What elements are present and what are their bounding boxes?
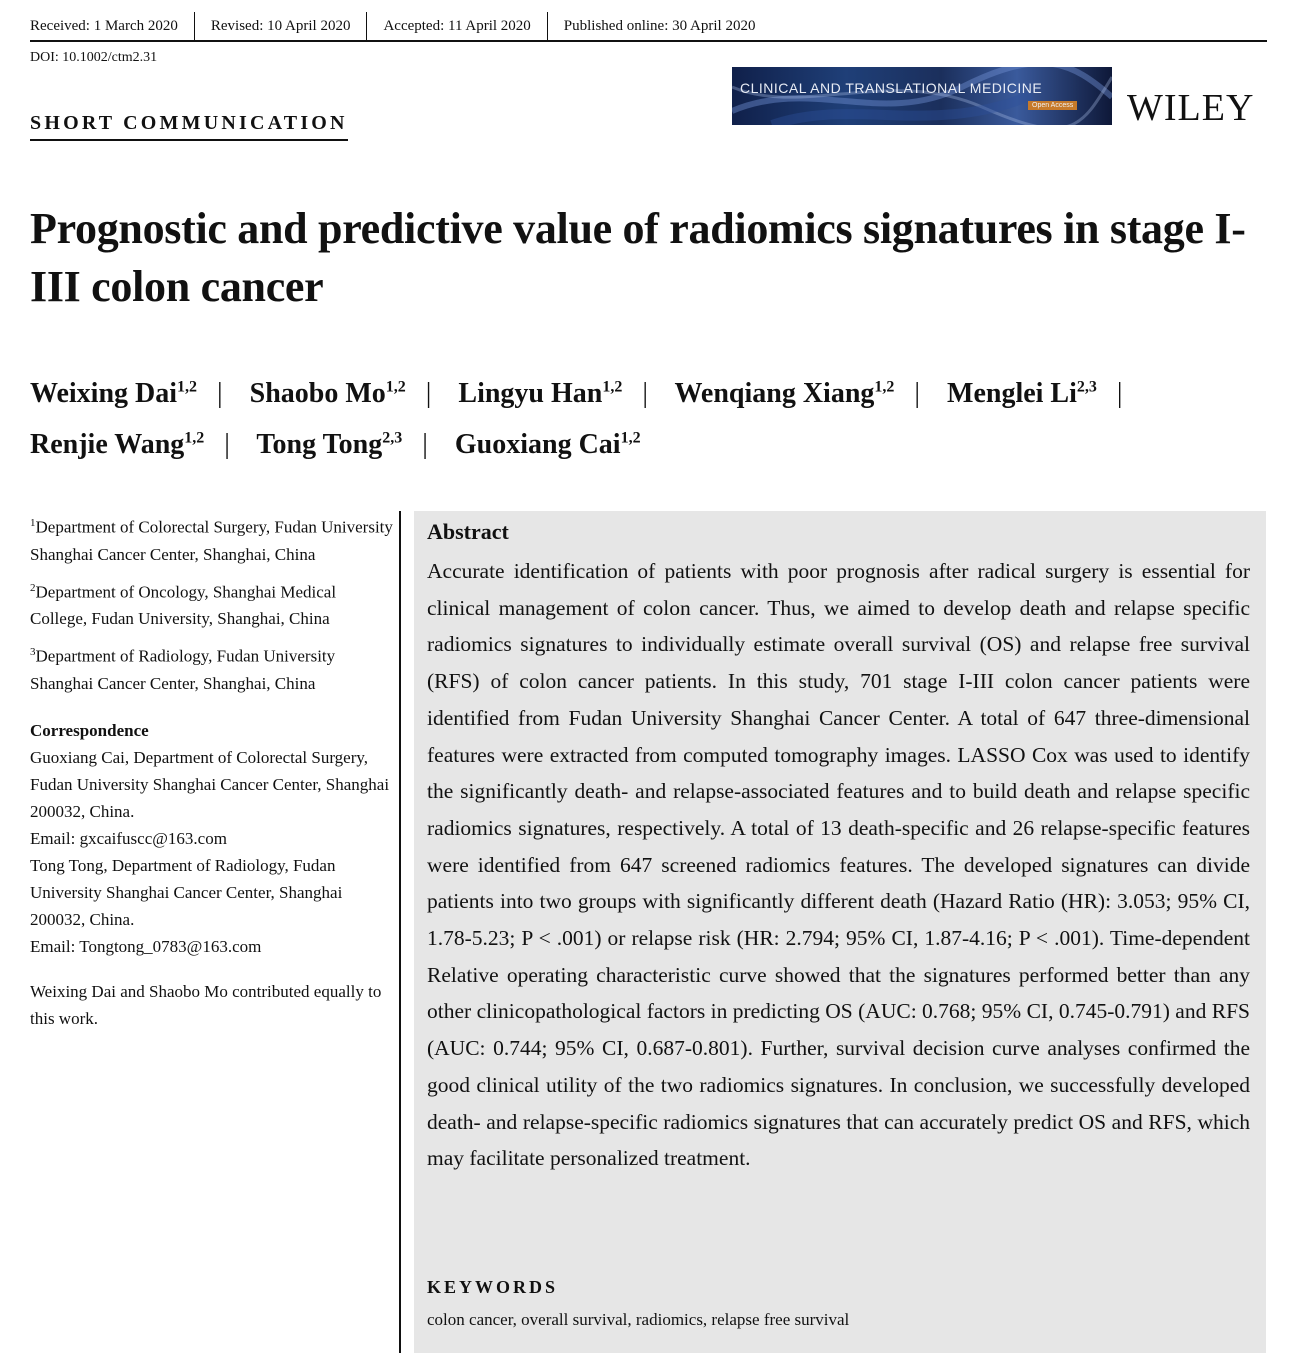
keywords-heading: KEYWORDS — [427, 1277, 559, 1297]
article-title: Prognostic and predictive value of radiomics signatures in stage I-III colon cancer — [30, 204, 1246, 311]
author[interactable]: Tong Tong$^{2,3}$ — [256, 428, 403, 460]
correspondence-email[interactable]: Email: gxcaifuscc@163.com — [30, 828, 227, 848]
keywords-list: colon cancer, overall survival, radiomics, relapse free survival — [427, 1310, 850, 1329]
contribution-note: Weixing Dai and Shaobo Mo contributed equally to this work. — [30, 981, 382, 1028]
column-divider — [399, 511, 401, 1353]
affiliation: $^3$Department of Radiology, Fudan University Shanghai Cancer Center, Shanghai, China — [30, 646, 336, 693]
author-list: Weixing Dai$^{1,2}$ | Shaobo Mo$^{1,2}$ | Lingyu Han$^{1,2}$ | Wenqiang Xiang$^{1,2}$ | Menglei Li$^{2,3}$ | Renjie Wang$^{1,2}$ | Tong Tong$^{2,3}$ | Guoxiang Cai$^{1,2}$ — [30, 378, 1123, 460]
revised-date: Revised: 10 April 2020 — [195, 12, 368, 40]
correspondence-line: Guoxiang Cai, Department of Colorectal Surgery, Fudan University Shanghai Cancer Center, Shanghai 200032, China. — [30, 747, 390, 821]
section-type: SHORT COMMUNICATION — [30, 112, 348, 141]
front-matter-sidebar — [30, 510, 395, 1039]
published-date: Published online: 30 April 2020 — [563, 18, 756, 34]
correspondence-email[interactable]: Email: Tongtong_0783@163.com — [30, 936, 262, 956]
abstract-box — [414, 511, 1266, 1353]
affiliation: $^1$Department of Colorectal Surgery, Fudan University Shanghai Cancer Center, Shanghai, China — [30, 517, 393, 564]
author[interactable]: Wenqiang Xiang$^{1,2}$ — [674, 378, 895, 410]
doi[interactable]: DOI: 10.1002/ctm2.31 — [30, 50, 158, 65]
affiliation: $^2$Department of Oncology, Shanghai Medical College, Fudan University, Shanghai, China — [30, 581, 337, 629]
accepted-date: Accepted: 11 April 2020 — [367, 12, 547, 40]
open-access-badge: Open Access — [1028, 101, 1077, 110]
banner-swirl-graphic — [732, 67, 1112, 125]
correspondence-heading: Correspondence — [30, 720, 149, 740]
publisher-logo: WILEY — [1127, 87, 1255, 129]
author[interactable]: Renjie Wang$^{1,2}$ — [30, 428, 205, 460]
author[interactable]: Shaobo Mo$^{1,2}$ — [249, 378, 406, 410]
correspondence — [30, 744, 395, 960]
author[interactable]: Lingyu Han$^{1,2}$ — [458, 378, 623, 410]
author[interactable]: Guoxiang Cai$^{1,2}$ — [454, 428, 641, 460]
article-history — [30, 12, 1267, 42]
abstract-heading: Abstract — [427, 519, 509, 544]
abstract-text: Accurate identification of patients with poor prognosis after radical surgery is essential for clinical management of colon cancer. Thus, we aimed to develop death and relapse specific radiomics signatures to individually estimate overall survival (OS) and relapse free survival (RFS) of colon cancer patients. In this study, 701 stage I-III colon cancer patients were identified from Fudan University Shanghai Cancer Center. A total of 647 three-dimensional features were extracted from computed tomography images. LASSO Cox was used to identify the significantly death- and relapse-associated features and to build death and relapse specific radiomics signatures, respectively. A total of 13 death-specific and 26 relapse-specific features were identified from 647 screened radiomics features. The developed signatures can divide patients into two groups with significantly different death (Hazard Ratio (HR): 3.053; 95% CI, 1.78-5.23; P < .001) or relapse risk (HR: 2.794; 95% CI, 1.87-4.16; P < .001). Time-dependent Relative operating characteristic curve showed that the signatures performed better than any other clinicopathological factors in predicting OS (AUC: 0.768; 95% CI, 0.745-0.791) and RFS (AUC: 0.744; 95% CI, 0.687-0.801). Further, survival decision curve analyses confirmed the good clinical utility of the two radiomics signatures. In conclusion, we successfully developed death- and relapse-specific radiomics signatures that can accurately predict OS and RFS, which may facilitate personalized treatment. — [427, 559, 1250, 1171]
journal-name: CLINICAL AND TRANSLATIONAL MEDICINE — [740, 80, 1043, 96]
author[interactable]: Menglei Li$^{2,3}$ — [947, 378, 1097, 410]
received-date: Received: 1 March 2020 — [30, 12, 195, 40]
author[interactable]: Weixing Dai$^{1,2}$ — [30, 378, 198, 410]
journal-banner — [732, 67, 1112, 125]
correspondence-line: Tong Tong, Department of Radiology, Fudan University Shanghai Cancer Center, Shanghai 200032, China. — [30, 855, 343, 929]
